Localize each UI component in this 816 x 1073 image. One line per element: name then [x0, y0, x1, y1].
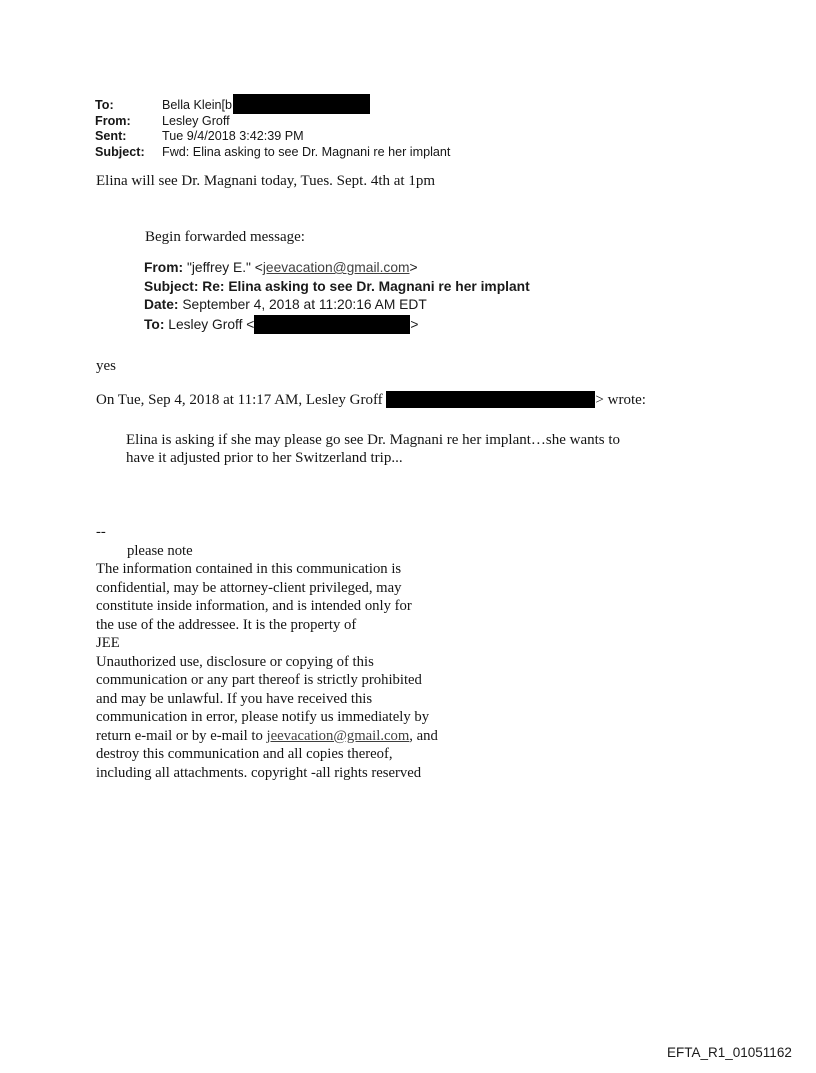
email-header: [95, 94, 450, 160]
header-row-from: [95, 114, 450, 129]
fwd-subject-row: [144, 278, 530, 297]
disclaimer-line: the use of the addressee. It is the property of: [96, 616, 357, 633]
disclaimer-email-suffix: , and: [409, 727, 438, 744]
disclaimer-line: constitute inside information, and is intended only for: [96, 598, 412, 614]
begin-forwarded-label: Begin forwarded message:: [145, 229, 305, 245]
sent-label: Sent:: [95, 129, 127, 144]
disclaimer-line: The information contained in this communication is: [96, 561, 402, 577]
from-label: From:: [95, 114, 131, 128]
disclaimer-email-prefix: return e-mail or by e-mail to: [96, 727, 267, 744]
disclaimer-email-link[interactable]: jeevacation@gmail.com: [266, 727, 410, 744]
signature-note: please note: [127, 542, 193, 559]
header-row-subject: [95, 145, 450, 160]
signature-disclaimer: [96, 523, 438, 782]
bates-number: EFTA_R1_01051162: [667, 1045, 792, 1060]
body-intro-line: Elina will see Dr. Magnani today, Tues. Sept. 4th at 1pm: [96, 173, 436, 189]
fwd-subject-value: Re: Elina asking to see Dr. Magnani re her implant: [202, 278, 530, 294]
disclaimer-line: JEE: [96, 635, 120, 651]
disclaimer-line: Unauthorized use, disclosure or copying of this: [96, 653, 374, 670]
header-row-to: [95, 94, 450, 114]
fwd-date-row: [144, 296, 530, 315]
quoted-message: [126, 431, 620, 468]
forwarded-header: [144, 259, 530, 334]
sent-value: Tue 9/4/2018 3:42:39 PM: [162, 129, 304, 144]
fwd-from-email-link[interactable]: jeevacation@gmail.com: [262, 260, 410, 275]
disclaimer-line: destroy this communication and all copies thereof,: [96, 746, 393, 762]
disclaimer-line: communication or any part thereof is strictly prohibited: [96, 672, 422, 688]
fwd-from-label: From:: [144, 260, 184, 275]
subject-label: Subject:: [95, 144, 145, 159]
fwd-to-suffix: >: [410, 316, 419, 332]
fwd-to-row: [144, 315, 530, 335]
quote-intro-prefix: On Tue, Sep 4, 2018 at 11:17 AM, Lesley Groff: [96, 392, 387, 408]
disclaimer-line: confidential, may be attorney-client privileged, may: [96, 579, 402, 596]
signature-dashes: --: [96, 524, 106, 540]
from-value: Lesley Groff: [162, 114, 230, 128]
fwd-to-prefix: Lesley Groff <: [168, 316, 255, 332]
fwd-from-suffix: >: [409, 260, 418, 275]
fwd-date-label: Date:: [144, 297, 179, 313]
quote-intro-suffix: > wrote:: [595, 392, 646, 408]
fwd-date-value: September 4, 2018 at 11:20:16 AM EDT: [182, 297, 427, 313]
quoted-line: have it adjusted prior to her Switzerland trip...: [126, 450, 403, 467]
disclaimer-line: and may be unlawful. If you have received this: [96, 690, 373, 707]
quoted-line: Elina is asking if she may please go see Dr. Magnani re her implant…she wants to: [126, 432, 621, 448]
disclaimer-email-line: [96, 727, 438, 746]
fwd-to-label: To:: [144, 316, 165, 332]
to-value: Bella Klein[b: [162, 98, 233, 112]
reply-text: yes: [96, 358, 116, 374]
redaction-bar-fwd-to: [254, 315, 410, 334]
header-row-sent: [95, 129, 450, 144]
fwd-from-prefix: "jeffrey E." <: [186, 260, 263, 275]
fwd-subject-label: Subject:: [144, 278, 199, 294]
redaction-bar-quote: [386, 391, 595, 408]
disclaimer-line: including all attachments. copyright -all rights reserved: [96, 764, 422, 781]
redaction-bar-to: [233, 94, 370, 114]
to-label: To:: [95, 98, 114, 112]
subject-value: Fwd: Elina asking to see Dr. Magnani re her implant: [162, 144, 451, 159]
disclaimer-line: communication in error, please notify us immediately by: [96, 709, 430, 725]
fwd-from-row: [144, 259, 530, 278]
quote-intro-line: [96, 391, 646, 409]
